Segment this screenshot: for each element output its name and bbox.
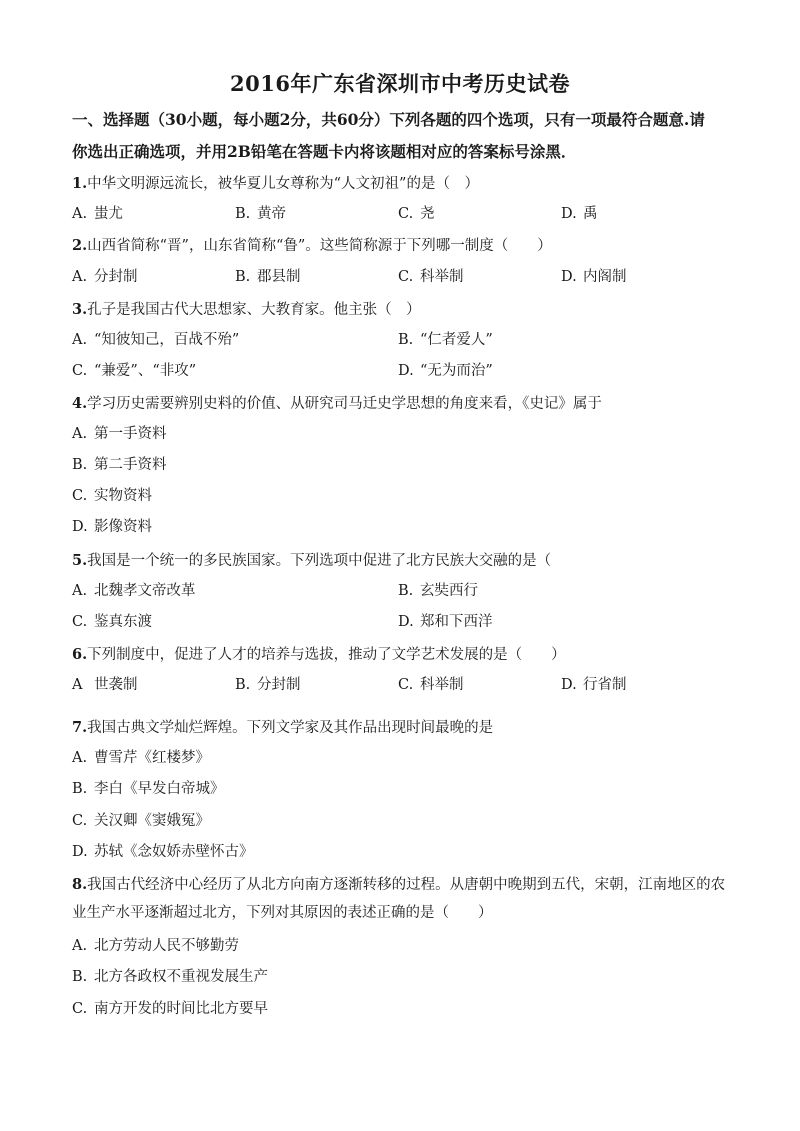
option-letter: C. bbox=[72, 1001, 88, 1017]
option-8a bbox=[72, 935, 239, 957]
option-5d bbox=[398, 611, 493, 633]
option-6a bbox=[72, 674, 138, 696]
option-1d bbox=[561, 203, 598, 225]
option-letter: C. bbox=[72, 363, 88, 379]
option-text: 玄奘西行 bbox=[420, 583, 478, 599]
option-letter: C. bbox=[398, 269, 414, 285]
option-text: 南方开发的时间比北方要早 bbox=[94, 1001, 268, 1017]
option-text: 蚩尤 bbox=[94, 206, 123, 222]
option-text: 苏轼《念奴娇赤壁怀古》 bbox=[94, 844, 254, 860]
question-6 bbox=[72, 642, 732, 668]
question-number: 8. bbox=[72, 876, 88, 893]
option-text: 第一手资料 bbox=[94, 426, 167, 442]
question-text: 我国古典文学灿烂辉煌。下列文学家及其作品出现时间最晚的是 bbox=[87, 720, 494, 736]
exam-title: 2016年广东省深圳市中考历史试卷 bbox=[230, 71, 570, 96]
option-text: 世袭制 bbox=[94, 677, 138, 693]
option-text: 北方劳动人民不够勤劳 bbox=[94, 938, 239, 954]
option-2a bbox=[72, 266, 138, 288]
option-letter: C. bbox=[398, 677, 414, 693]
option-letter: A. bbox=[72, 750, 88, 766]
option-text: 曹雪芹《红楼梦》 bbox=[94, 750, 210, 766]
question-3 bbox=[72, 297, 732, 323]
option-7a bbox=[72, 747, 210, 769]
option-text: 第二手资料 bbox=[94, 457, 167, 473]
option-text: 尧 bbox=[420, 206, 435, 222]
option-text: “无为而治” bbox=[420, 363, 493, 379]
option-3c bbox=[72, 360, 196, 382]
option-letter: C. bbox=[398, 206, 414, 222]
option-6b bbox=[235, 674, 301, 696]
option-letter: A. bbox=[72, 269, 88, 285]
option-letter: B. bbox=[398, 583, 414, 599]
option-letter: A. bbox=[72, 426, 88, 442]
option-letter: D. bbox=[398, 363, 414, 379]
option-text: 科举制 bbox=[420, 269, 464, 285]
question-number: 4. bbox=[72, 395, 88, 412]
option-7b bbox=[72, 778, 225, 800]
option-3a bbox=[72, 329, 239, 351]
option-letter: D. bbox=[398, 614, 414, 630]
option-7d bbox=[72, 841, 254, 863]
section-instructions-line1: 一、选择题（30小题，每小题2分，共60分）下列各题的四个选项，只有一项最符合题意.请 bbox=[72, 110, 705, 129]
option-letter: B. bbox=[398, 332, 414, 348]
option-letter: A bbox=[72, 677, 83, 693]
option-1c bbox=[398, 203, 435, 225]
option-3d bbox=[398, 360, 493, 382]
option-text: 关汉卿《窦娥冤》 bbox=[94, 813, 210, 829]
question-1 bbox=[72, 171, 732, 197]
option-letter: D. bbox=[561, 677, 577, 693]
option-8c bbox=[72, 998, 268, 1020]
option-text: 黄帝 bbox=[257, 206, 286, 222]
question-text: 我国是一个统一的多民族国家。下列选项中促进了北方民族大交融的是（ bbox=[87, 553, 552, 569]
option-letter: A. bbox=[72, 332, 88, 348]
question-5 bbox=[72, 548, 732, 574]
option-4a bbox=[72, 423, 167, 445]
option-4d bbox=[72, 516, 152, 538]
option-text: 禹 bbox=[583, 206, 598, 222]
question-text: 中华文明源远流长，被华夏儿女尊称为“人文初祖”的是（ ） bbox=[87, 176, 479, 192]
option-letter: A. bbox=[72, 583, 88, 599]
question-number: 2. bbox=[72, 237, 88, 254]
question-text: 学习历史需要辨别史料的价值、从研究司马迁史学思想的角度来看，《史记》属于 bbox=[87, 396, 602, 412]
option-3b bbox=[398, 329, 493, 351]
option-letter: D. bbox=[72, 519, 88, 535]
option-text: 郑和下西洋 bbox=[420, 614, 493, 630]
option-text: 内阁制 bbox=[583, 269, 627, 285]
question-number: 6. bbox=[72, 646, 88, 663]
option-text: 实物资料 bbox=[94, 488, 152, 504]
option-6c bbox=[398, 674, 464, 696]
option-4c bbox=[72, 485, 152, 507]
option-letter: C. bbox=[72, 813, 88, 829]
option-letter: D. bbox=[561, 206, 577, 222]
option-5c bbox=[72, 611, 152, 633]
option-1a bbox=[72, 203, 123, 225]
option-text: 北魏孝文帝改革 bbox=[94, 583, 196, 599]
option-text: “知彼知己，百战不殆” bbox=[94, 332, 240, 348]
option-2c bbox=[398, 266, 464, 288]
question-2 bbox=[72, 233, 732, 259]
question-text: 下列制度中，促进了人才的培养与选拔，推动了文学艺术发展的是（ ） bbox=[87, 647, 566, 663]
option-letter: C. bbox=[72, 488, 88, 504]
option-letter: B. bbox=[235, 269, 251, 285]
option-text: 北方各政权不重视发展生产 bbox=[94, 969, 268, 985]
option-letter: B. bbox=[72, 969, 88, 985]
option-letter: D. bbox=[561, 269, 577, 285]
question-number: 7. bbox=[72, 719, 88, 736]
question-text: 孔子是我国古代大思想家、大教育家。他主张（ ） bbox=[87, 302, 421, 318]
option-text: “仁者爱人” bbox=[420, 332, 493, 348]
option-4b bbox=[72, 454, 167, 476]
option-text: 分封制 bbox=[257, 677, 301, 693]
option-text: 科举制 bbox=[420, 677, 464, 693]
option-6d bbox=[561, 674, 627, 696]
option-letter: A. bbox=[72, 938, 88, 954]
option-text: 分封制 bbox=[94, 269, 138, 285]
question-4 bbox=[72, 391, 732, 417]
option-2d bbox=[561, 266, 627, 288]
question-8 bbox=[72, 871, 732, 927]
question-text: 我国古代经济中心经历了从北方向南方逐渐转移的过程。从唐朝中晚期到五代，宋朝，江南地区的农业生产水平逐渐超过北方，下列对其原因的表述正确的是（ ） bbox=[72, 877, 726, 921]
option-1b bbox=[235, 203, 286, 225]
option-7c bbox=[72, 810, 210, 832]
option-letter: B. bbox=[235, 677, 251, 693]
option-2b bbox=[235, 266, 301, 288]
option-text: 李白《早发白帝城》 bbox=[94, 781, 225, 797]
option-text: 郡县制 bbox=[257, 269, 301, 285]
option-letter: D. bbox=[72, 844, 88, 860]
option-text: 影像资料 bbox=[94, 519, 152, 535]
option-text: “兼爱”、“非攻” bbox=[94, 363, 197, 379]
option-8b bbox=[72, 966, 268, 988]
section-instructions-line2: 你选出正确选项，并用2B铅笔在答题卡内将该题相对应的答案标号涂黑． bbox=[72, 142, 577, 161]
question-number: 1. bbox=[72, 175, 88, 192]
question-7 bbox=[72, 715, 732, 741]
question-number: 3. bbox=[72, 301, 88, 318]
option-letter: B. bbox=[72, 781, 88, 797]
option-letter: A. bbox=[72, 206, 88, 222]
option-letter: C. bbox=[72, 614, 88, 630]
question-text: 山西省简称“晋”，山东省简称“鲁”。这些简称源于下列哪一制度（ ） bbox=[87, 238, 552, 254]
option-text: 鉴真东渡 bbox=[94, 614, 152, 630]
option-5b bbox=[398, 580, 478, 602]
option-5a bbox=[72, 580, 196, 602]
question-number: 5. bbox=[72, 552, 88, 569]
option-letter: B. bbox=[235, 206, 251, 222]
option-letter: B. bbox=[72, 457, 88, 473]
option-text: 行省制 bbox=[583, 677, 627, 693]
